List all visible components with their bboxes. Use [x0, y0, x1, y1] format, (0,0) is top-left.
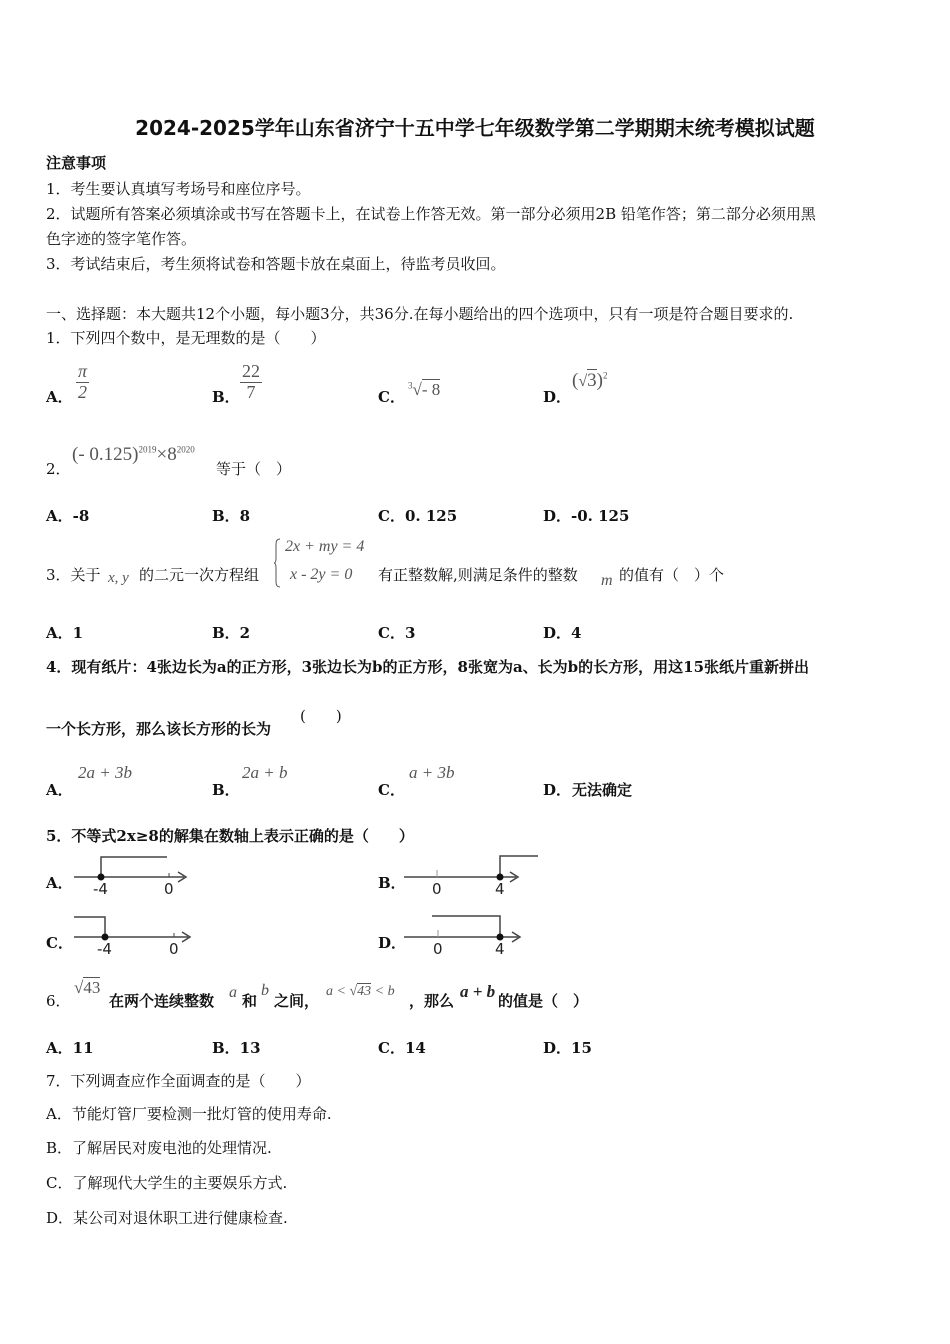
q7-stem: 7．下列调查应作全面调查的是（ ）: [46, 1072, 311, 1090]
q4-option-a: 2a + 3b: [78, 763, 132, 782]
q7-option-b: B．了解居民对废电池的处理情况.: [46, 1139, 272, 1157]
q6-var-a: a: [229, 984, 237, 1001]
q3-option-b: B．2: [212, 624, 251, 642]
q2-option-b: B．8: [212, 507, 251, 525]
q6-text-4: ，那么: [409, 992, 455, 1010]
q3-eq1: 2x + my = 4: [285, 538, 365, 555]
q7-option-a: A．节能灯管厂要检测一批灯管的使用寿命.: [46, 1105, 332, 1123]
q5-a-tick-neg4: -4: [93, 880, 108, 898]
q5-a-tick-0: 0: [164, 880, 174, 898]
q3-pre: 3．关于: [46, 566, 101, 584]
q5-label-b: B．: [378, 874, 406, 892]
q4-option-b: 2a + b: [242, 763, 288, 782]
q5-d-tick-4: 4: [495, 940, 505, 958]
notice-heading: 注意事项: [46, 154, 107, 172]
notice-item-2: 2．试题所有答案必须填涂或书写在答题卡上，在试卷上作答无效。第一部分必须用2B 铅笔作答；第二部分必须用黑: [46, 205, 816, 223]
notice-item-1: 1．考生要认真填写考场号和座位序号。: [46, 180, 311, 198]
q1-option-b: $\frac{22}{7}$: [242, 361, 260, 402]
q6-text-3: 之间，: [274, 992, 320, 1010]
q3-vars: x, y: [108, 570, 129, 586]
notice-item-3: 3．考试结束后，考生须将试卷和答题卡放在桌面上，待监考员收回。: [46, 255, 506, 273]
q2-option-c: C．0. 125: [378, 507, 458, 525]
q6-sqrt43: √43: [74, 978, 101, 997]
q2-option-d: D．-0. 125: [543, 507, 630, 525]
q3-option-d: D．4: [543, 624, 582, 642]
q6-option-b: B．13: [212, 1039, 261, 1057]
q4-label-a: A．: [46, 781, 73, 799]
q5-d-tick-0: 0: [433, 940, 443, 958]
q5-option-d-numberline: [402, 912, 532, 957]
q2-tail: 等于（ ）: [216, 460, 292, 478]
q3-option-c: C．3: [378, 624, 416, 642]
q4-paren: ( ): [300, 707, 342, 725]
q7-option-c: C．了解现代大学生的主要娱乐方式.: [46, 1174, 288, 1192]
q6-option-c: C．14: [378, 1039, 426, 1057]
q3-m: m: [601, 572, 613, 589]
q5-option-b-numberline: [402, 852, 542, 897]
q1-option-d: $(√3)^2$: [572, 370, 608, 391]
q1-option-a: $\frac{\pi}{2}$: [78, 361, 88, 402]
q4-stem-line2: 一个长方形，那么该长方形的长为: [46, 720, 272, 738]
q5-label-d: D．: [378, 934, 407, 952]
q2-number: 2．: [46, 460, 71, 478]
q3-end: 的值有（ ）个: [619, 566, 725, 584]
q6-inequality: a < √43 < b: [326, 984, 395, 999]
q6-text-5: 的值是（ ）: [498, 992, 589, 1010]
q5-c-tick-0: 0: [169, 940, 179, 958]
q5-label-a: A．: [46, 874, 73, 892]
q6-var-b: b: [261, 982, 269, 999]
q5-b-tick-0: 0: [432, 880, 442, 898]
q3-mid: 的二元一次方程组: [139, 566, 260, 584]
q6-number: 6．: [46, 992, 71, 1010]
q6-option-a: A．11: [46, 1039, 94, 1057]
page-title: 2024-2025学年山东省济宁十五中学七年级数学第二学期期末统考模拟试题: [135, 116, 815, 140]
q4-label-d: D．: [543, 781, 572, 799]
q6-text-1: 在两个连续整数: [109, 992, 215, 1010]
notice-item-2-cont: 色字迹的签字笔作答。: [46, 230, 197, 248]
section-heading: 一、选择题：本大题共12个小题，每小题3分，共36分.在每小题给出的四个选项中，只有一项是符合题目要求的.: [46, 305, 794, 323]
q4-option-c: a + 3b: [409, 763, 455, 782]
q4-label-b: B．: [212, 781, 240, 799]
q3-option-a: A．1: [46, 624, 84, 642]
q5-label-c: C．: [46, 934, 73, 952]
q1-stem: 1．下列四个数中，是无理数的是（ ）: [46, 329, 326, 347]
q5-b-tick-4: 4: [495, 880, 505, 898]
q4-option-d: 无法确定: [572, 781, 633, 799]
q3-brace: [274, 538, 282, 588]
q5-c-tick-neg4: -4: [97, 940, 112, 958]
q3-eq2: x - 2y = 0: [290, 566, 353, 583]
q7-option-d: D．某公司对退休职工进行健康检查.: [46, 1209, 288, 1227]
q3-post: 有正整数解,则满足条件的整数: [378, 566, 578, 584]
q1-option-c: $^3$√- 8: [408, 380, 441, 399]
q6-text-2: 和: [242, 992, 258, 1010]
q5-stem: 5．不等式2x≥8的解集在数轴上表示正确的是（ ）: [46, 827, 414, 845]
q5-option-a-numberline: [70, 852, 195, 897]
q5-option-c-numberline: [70, 912, 200, 957]
q2-option-a: A．-8: [46, 507, 90, 525]
q1-label-c: C．: [378, 388, 405, 406]
q4-label-c: C．: [378, 781, 405, 799]
q4-stem-line1: 4．现有纸片：4张边长为a的正方形，3张边长为b的正方形，8张宽为a、长为b的长方形，用这15张纸片重新拼出: [46, 658, 810, 676]
q1-label-d: D．: [543, 388, 572, 406]
q1-label-b: B．: [212, 388, 240, 406]
q6-option-d: D．15: [543, 1039, 592, 1057]
q2-expression: (- $0.125)^{2019}\times 8^{2020}$: [72, 444, 195, 465]
q1-label-a: A．: [46, 388, 73, 406]
q6-a-plus-b: a + b: [460, 982, 496, 1001]
